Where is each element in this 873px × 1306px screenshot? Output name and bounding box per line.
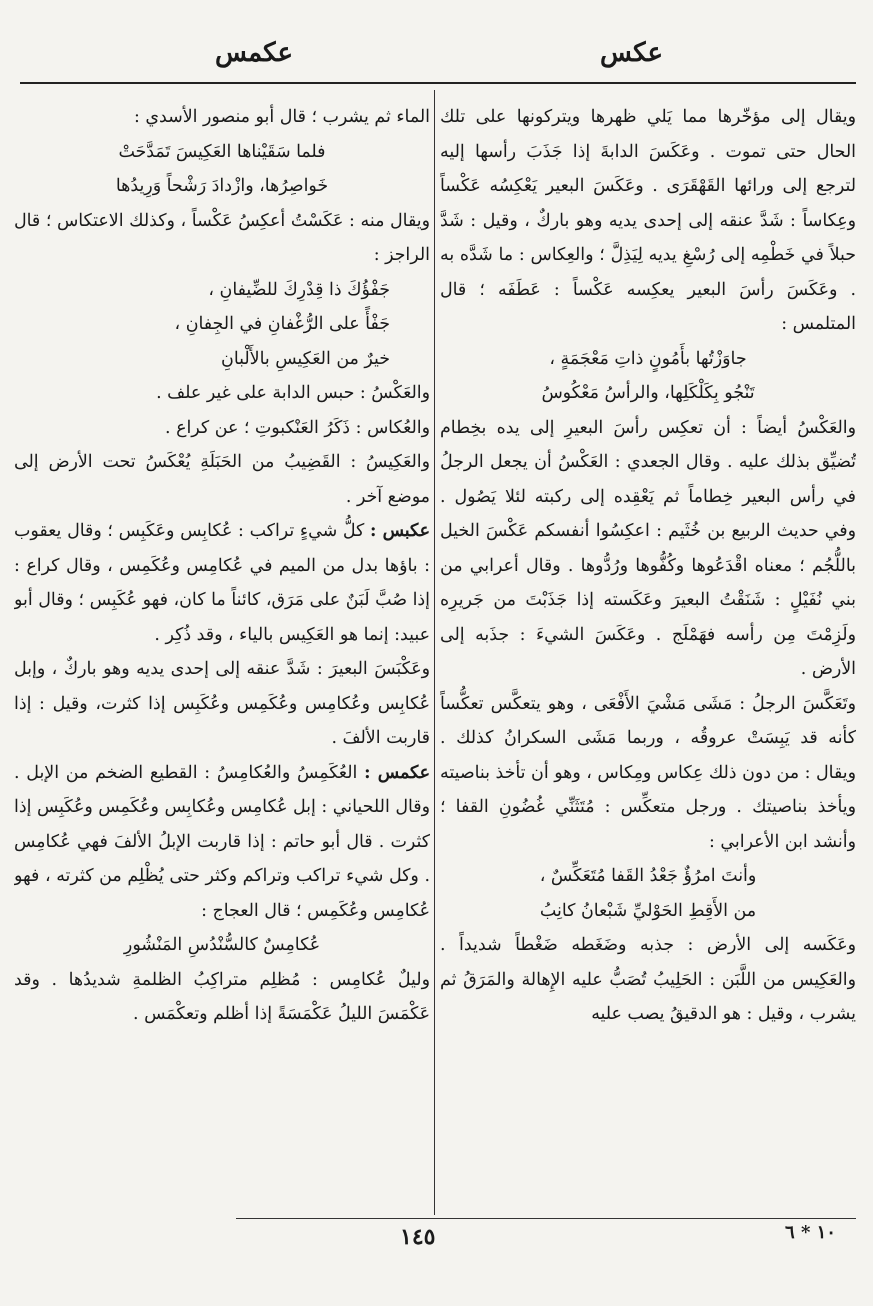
entry-paragraph: والعَكِيسُ : القَضِيبُ من الحَبَلَةِ يُعْكَسُ تحت الأرض إلى موضع آخر . (14, 452, 430, 507)
entry-paragraph: والعُكاس : ذَكَرُ العَنْكبوتِ ؛ عن كراع . (165, 417, 430, 438)
verse-line: جَفْؤُكَ ذا قِدْرِكَ للضِّيفانِ ، (208, 279, 390, 300)
header-left-word: عكمس (215, 38, 294, 68)
verse-line: عُكامِسٌ كالسُّنْدُسِ المَنْشُورِ (123, 935, 321, 955)
verse-line: من الأَقِطِ الحَوْليِّ شَبْعانُ كانِبُ (539, 900, 757, 921)
entry-paragraph: وعَكَسه إلى الأرض : جذبه وضَغَطه ضَغْطاً شديداً . والعَكِيس من اللَّبَن : الحَلِيبُ تُصَبُّ عليه الإِهالة والمَرَقُ ثم يشرب ، وقيل : هو الدقيقُ يصب عليه (440, 935, 856, 1024)
right-column (440, 100, 856, 1210)
top-rule (20, 82, 856, 84)
entry-paragraph: ويقال إلى مؤخّرها مما يَلي ظهرها ويتركونها على تلك الحال حتى تموت . وعَكَسَ الدابةَ إذا جَذَبَ رأسها إليه لترجع إلى ورائها القَهْقَرَى . وعَكَسَ البعير يَعْكِسُه عَكْساً وعِكاساً : شَدَّ عنقه إلى إحدى يديه وهو باركٌ ، وقيل : شَدَّ حبلاً في خَطْمِه إلى رُسْغِ يديه لِيَذِلَّ ؛ والعِكاس : ما شَدَّه به . وعَكَسَ رأسَ البعير يعكِسه عَكْساً : عَطَفَه ؛ قال المتلمس : (440, 107, 856, 334)
entry-paragraph: وتَعَكَّسَ الرجلُ : مَشَى مَشْيَ الأَفْعَى ، وهو يتعكَّس تعكُّساً كأنه قد يَبِسَتْ عروقُه ، وربما مَشَى السكرانُ كذلك . ويقال : من دون ذلك عِكاس ومِكاس ، وهو أن تأخذ بناصيته ويأخذ بناصيتك . ورجل متعكِّس : مُتَثَنِّي غُضُونِ القفا ؛ وأنشد ابن الأعرابي : (440, 693, 856, 852)
verse-line: فلما سَقَيْناها العَكِيسَ تَمَدَّحَتْ (118, 141, 326, 162)
verse-line: خيرٌ من العَكِيسِ بالأَلْبانِ (221, 348, 390, 369)
headword-akmas: عكمس : (364, 762, 430, 783)
column-divider (434, 90, 435, 1215)
entry-paragraph: وعَكْبَسَ البعيرَ : شَدَّ عنقه إلى إحدى يديه وهو باركٌ ، وإبل عُكابِس وعُكامِس وعُكَمِس وعُكَبِس إذا كثرت، وقيل : إذا قاربت الألفَ . (14, 659, 430, 748)
entry-paragraph: والعَكْسُ أيضاً : أن تعكِس رأسَ البعيرِ إلى يده بخِطام تُضيِّق بذلك عليه . وقال الجعدي : العَكْسُ أن يجعل الرجلُ في رأس البعير خِطاماً ثم يَعْقِده إلى ركبته لئلا يَصُول . وفي حديث الربيع بن خُثَيم : اعكِسُوا أنفسكم عَكْسَ الخيل باللُّجُم ؛ معناه اقْدَعُوها وكُفُّوها ورُدُّوها . وقال أعرابي من بني نُفَيْلٍ : شَنَقْتُ البعيرَ وعَكَسته إذا جَذَبْتَ من جَريرِه ولَزِمْتَ مِن رأسه فهَمْلَج . وعَكَسَ الشيءَ : جذَبه إلى الأرض . (440, 417, 856, 679)
entry-text: كلُّ شيءٍ تراكب : عُكابِس وعَكَبِس ؛ وقال يعقوب : باؤها بدل من الميم في عُكامِس وعُكَمِس ، وقال كراع : إذا صُبَّ لَبَنٌ على مَرَق، كائناً ما كان، فهو عُكَبِس ؛ وقال أبو عبيد: إنما هو العَكِيس بالياء ، وقد ذُكِر . (14, 521, 430, 645)
entry-paragraph (14, 756, 430, 929)
verse-line: وأنتَ امرُؤٌ جَعْدُ القَفا مُتَعَكِّسٌ ، (539, 866, 757, 886)
entry-text: العُكَمِسُ والعُكامِسُ : القطيع الضخم من الإبل . وقال اللحياني : إبل عُكامِس وعُكابِس وعُكَمِس وعُكَبِس إذا كثرت . قال أبو حاتم : إذا قاربت الإبلُ الألفَ فهي عُكامِس . وكل شيء تراكب وتراكم وكثر حتى يُظْلِم من كثرته ، فهو عُكامِس وعُكَمِس ؛ قال العجاج : (14, 762, 430, 921)
headword-akbas: عكبس : (369, 521, 430, 541)
bottom-rule (236, 1218, 856, 1219)
signature-mark: ١٠ * ٦ (785, 1222, 836, 1243)
entry-paragraph: والعَكْسُ : حبس الدابة على غير علف . (156, 383, 430, 403)
entry-paragraph (14, 514, 430, 652)
page-number: ١٤٥ (400, 1224, 436, 1250)
entry-paragraph: الماء ثم يشرب ؛ قال أبو منصور الأسدي : (134, 107, 430, 127)
verse-line: جاوَزْتُها بأَمُونٍ ذاتِ مَعْجَمَةٍ ، (549, 348, 747, 369)
verse-line: خَواصِرُها، وازْدادَ رَشْحاً وَرِيدُها (115, 176, 329, 196)
entry-paragraph: وليلٌ عُكامِس : مُظلِم متراكِبُ الظلمةِ شديدُها . وقد عَكْمَسَ الليلُ عَكْمَسَةً إذا أظلم وتعكْمَس . (14, 969, 430, 1024)
entry-paragraph: ويقال منه : عَكَسْتُ أعكِسُ عَكْساً ، وكذلك الاعتكاس ؛ قال الراجز : (14, 210, 430, 265)
verse-line: تَنْجُو بِكَلْكَلِها، والرأسُ مَعْكُوسُ (541, 383, 755, 403)
left-column (14, 100, 430, 1210)
header-right-word: عكس (600, 38, 664, 68)
verse-line: جَفْأً على الرُّغْفانِ في الجِفانِ ، (174, 314, 390, 334)
